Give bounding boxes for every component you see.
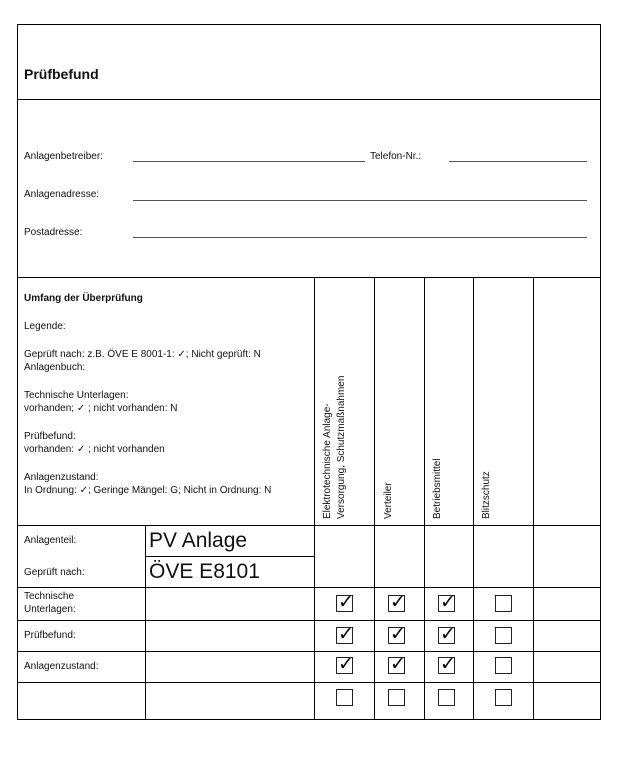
divider xyxy=(17,99,601,100)
column-header-installation-2: Versorgung, Schutzmaßnahmen xyxy=(336,375,347,519)
checkbox-findings-3[interactable] xyxy=(438,623,456,645)
checkmark-icon: ✓ xyxy=(390,623,406,645)
grid-line xyxy=(314,277,315,720)
state-label: Anlagenzustand: xyxy=(24,661,99,672)
column-header-distributor: Verteiler xyxy=(383,482,394,519)
checkmark-icon: ✓ xyxy=(390,653,406,675)
postal-field[interactable] xyxy=(133,237,587,238)
legend-checked: Geprüft nach: z.B. ÖVE E 8001-1: ✓; Nicht geprüft: N xyxy=(24,349,261,360)
operator-label: Anlagenbetreiber: xyxy=(24,151,103,162)
grid-line xyxy=(17,682,601,683)
checkmark-icon: ✓ xyxy=(440,623,456,645)
legend-label: Legende: xyxy=(24,321,66,332)
checkmark-icon: ✓ xyxy=(338,653,354,675)
findings-label: Prüfbefund: xyxy=(24,630,76,641)
checkmark-icon: ✓ xyxy=(390,591,406,613)
grid-line xyxy=(17,587,601,588)
checked-by-label: Geprüft nach: xyxy=(24,567,85,578)
postal-label: Postadresse: xyxy=(24,227,83,238)
checkbox-extra-3[interactable] xyxy=(438,689,455,706)
legend-findings-title: Prüfbefund: xyxy=(24,431,76,442)
grid-line xyxy=(17,525,601,526)
checkmark-icon: ✓ xyxy=(440,591,456,613)
column-header-lightning: Blitzschutz xyxy=(481,471,492,519)
form-title: Prüfbefund xyxy=(24,66,99,82)
checkbox-extra-4[interactable] xyxy=(495,689,512,706)
checked-by-value[interactable]: ÖVE E8101 xyxy=(149,560,260,583)
phone-field[interactable] xyxy=(449,161,587,162)
checkmark-icon: ✓ xyxy=(338,591,354,613)
legend-logbook: Anlagenbuch: xyxy=(24,362,86,373)
checkmark-icon: ✓ xyxy=(440,653,456,675)
grid-line xyxy=(533,277,534,720)
legend-findings: vorhanden: ✓ ; nicht vorhanden xyxy=(24,444,165,455)
grid-line xyxy=(473,277,474,720)
address-label: Anlagenadresse: xyxy=(24,189,100,200)
column-header-equipment: Betriebsmittel xyxy=(432,458,443,519)
phone-label: Telefon-Nr.: xyxy=(370,151,422,162)
checkbox-state-3[interactable] xyxy=(438,653,456,675)
docs-label-2: Unterlagen: xyxy=(24,604,76,615)
grid-line xyxy=(145,525,146,720)
checkbox-docs-2[interactable] xyxy=(388,591,406,613)
grid-line xyxy=(374,277,375,720)
grid-line xyxy=(17,620,601,621)
docs-label: Technische xyxy=(24,591,75,602)
scope-heading: Umfang der Überprüfung xyxy=(24,293,143,304)
checkbox-extra-2[interactable] xyxy=(388,689,405,706)
checkbox-state-4[interactable] xyxy=(495,657,512,674)
checkmark-icon: ✓ xyxy=(338,623,354,645)
legend-state-title: Anlagenzustand: xyxy=(24,472,99,483)
checkbox-docs-3[interactable] xyxy=(438,591,456,613)
form-frame xyxy=(17,24,601,720)
legend-state: In Ordnung: ✓; Geringe Mängel: G; Nicht in Ordnung: N xyxy=(24,485,272,496)
operator-field[interactable] xyxy=(133,161,365,162)
part-label: Anlagenteil: xyxy=(24,535,77,546)
grid-line xyxy=(145,556,314,557)
legend-docs: vorhanden; ✓ ; nicht vorhanden: N xyxy=(24,403,178,414)
checkbox-extra-1[interactable] xyxy=(336,689,353,706)
checkbox-findings-4[interactable] xyxy=(495,627,512,644)
checkbox-docs-4[interactable] xyxy=(495,595,512,612)
address-field[interactable] xyxy=(133,200,587,201)
grid-line xyxy=(17,651,601,652)
checkbox-findings-2[interactable] xyxy=(388,623,406,645)
checkbox-state-1[interactable] xyxy=(336,653,354,675)
legend-docs-title: Technische Unterlagen: xyxy=(24,390,129,401)
checkbox-state-2[interactable] xyxy=(388,653,406,675)
checkbox-findings-1[interactable] xyxy=(336,623,354,645)
grid-line xyxy=(424,277,425,720)
divider xyxy=(17,277,601,278)
column-header-installation: Elektrotechnische Anlage- xyxy=(322,403,333,519)
checkbox-docs-1[interactable] xyxy=(336,591,354,613)
part-value[interactable]: PV Anlage xyxy=(149,529,248,552)
